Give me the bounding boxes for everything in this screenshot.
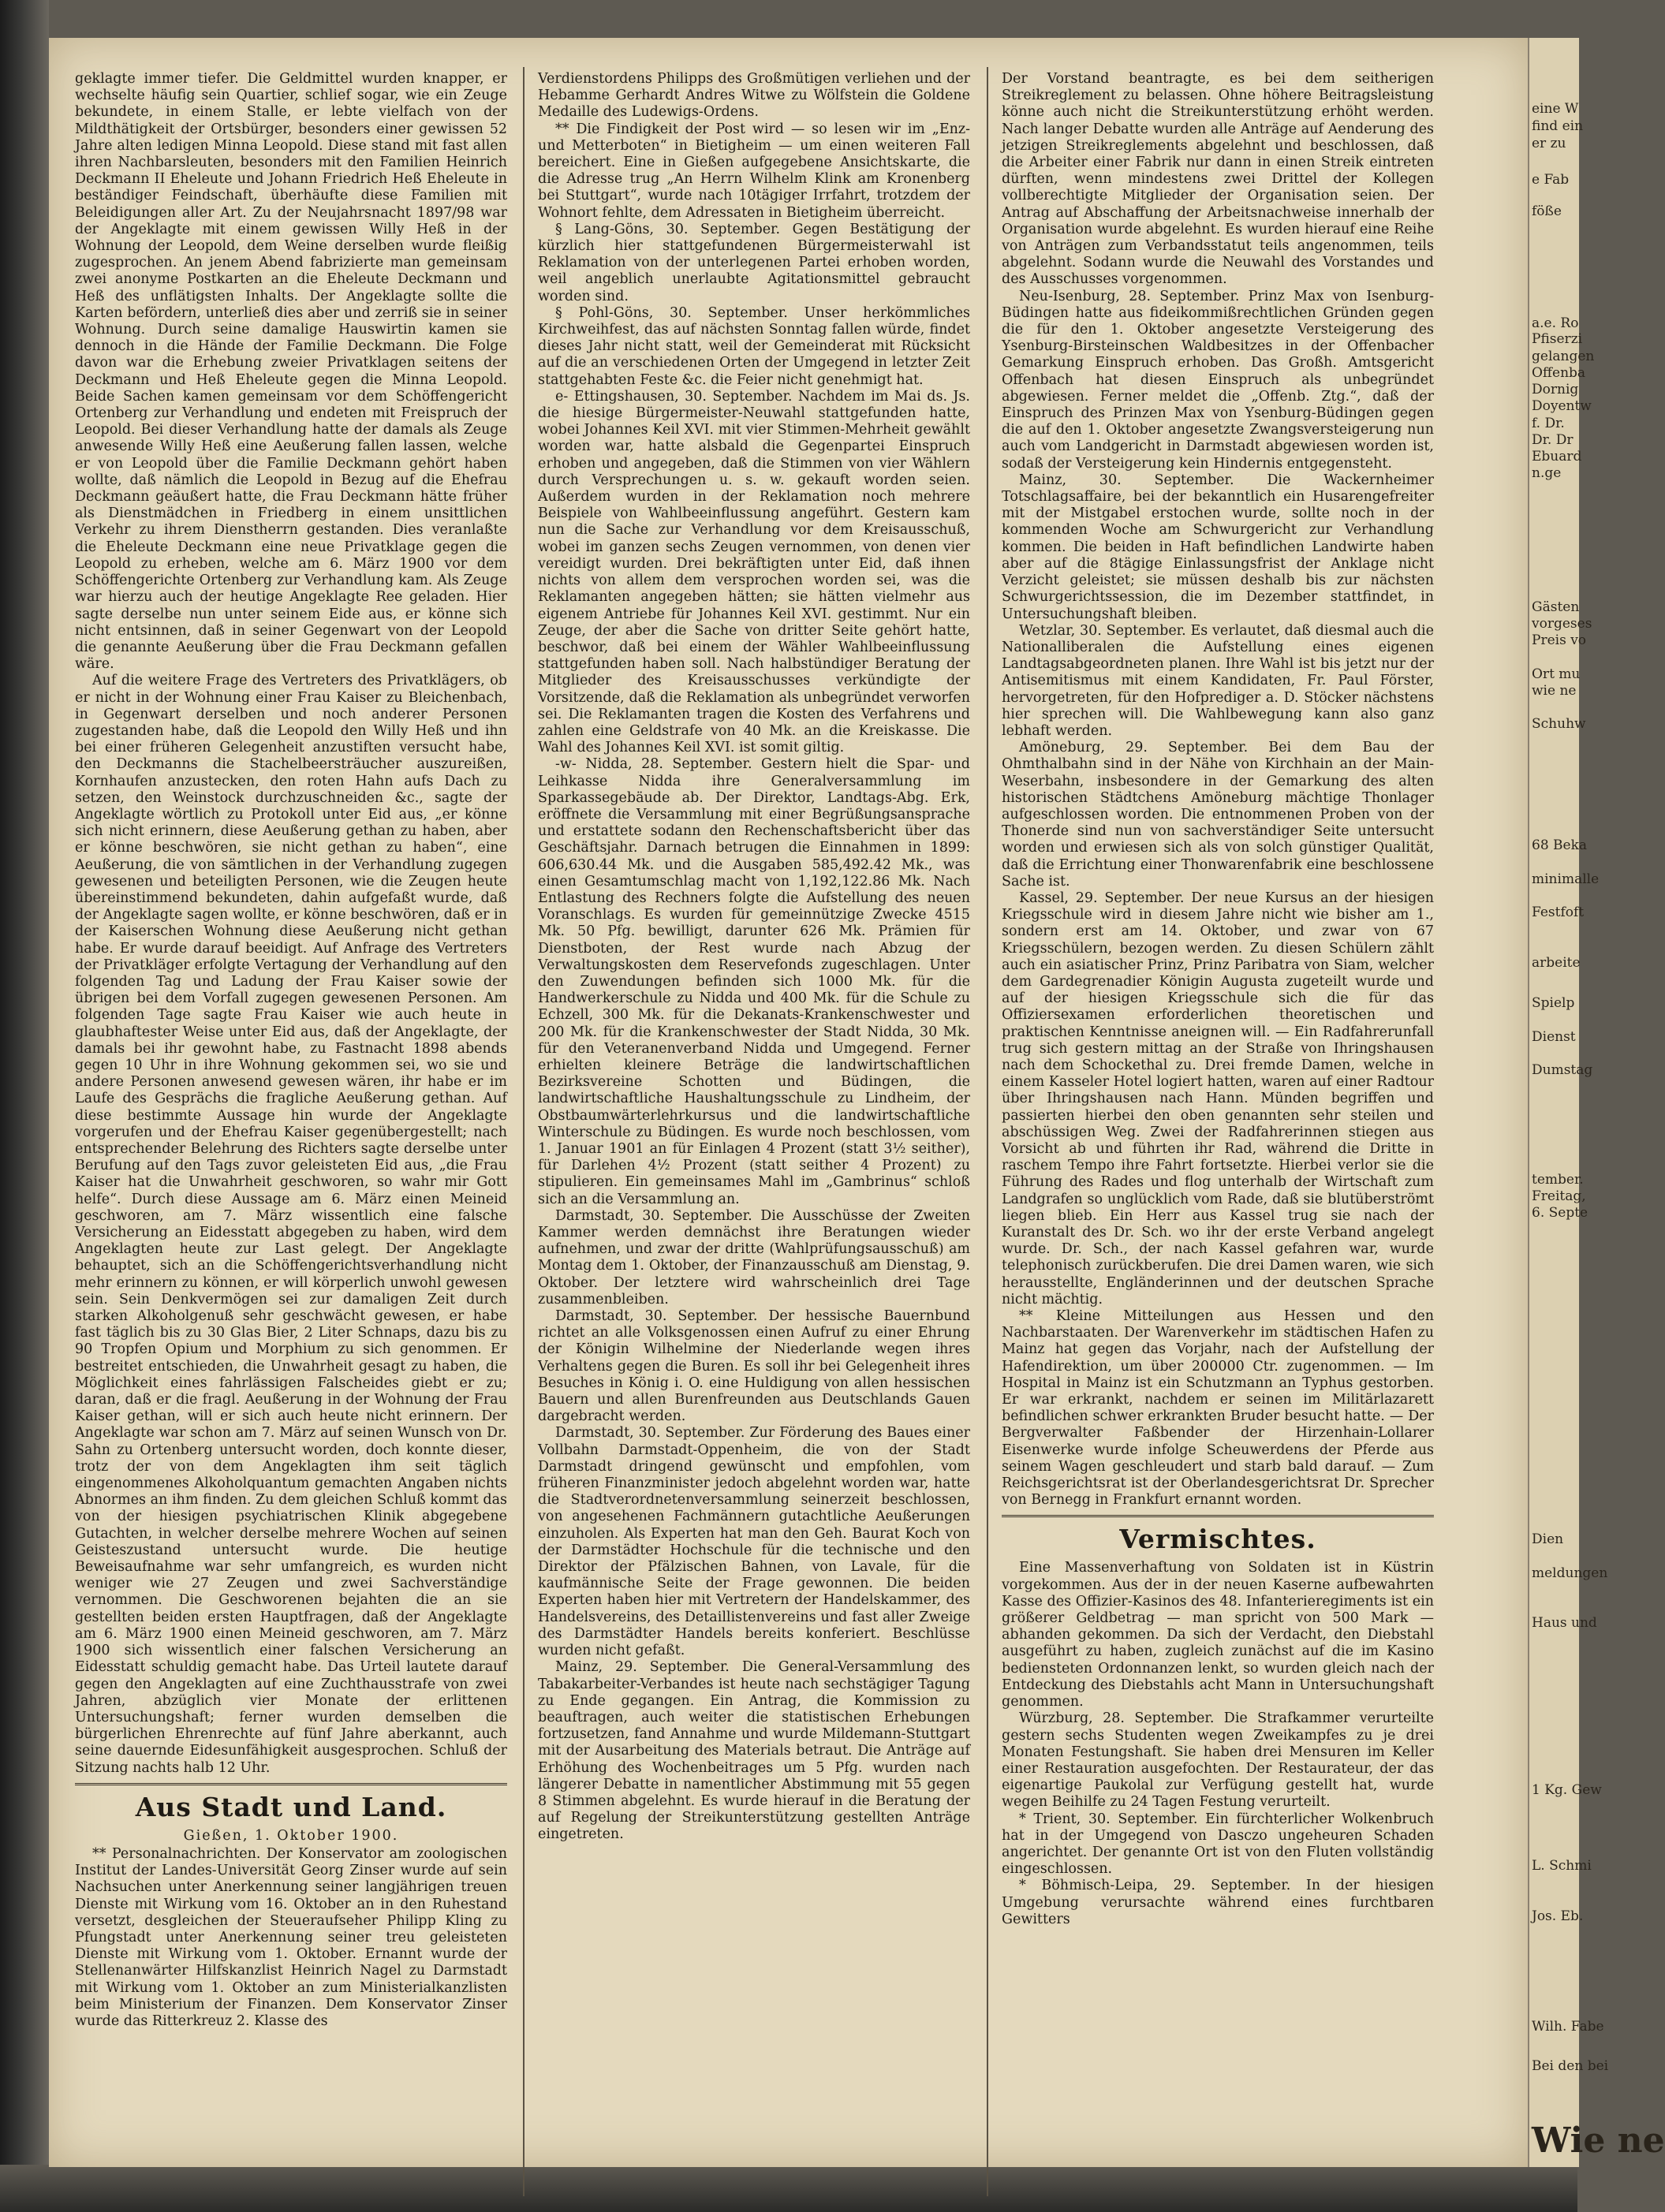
article-paragraph: Kassel, 29. September. Der neue Kursus an der hiesigen Kriegsschule wird in diesem Jahre nicht wie bisher am 1., sondern erst am 14. Oktober, und zwar von 67 Kriegsschülern, bezogen werden. Zu diesen Schülern zählt auch ein asiatischer Prinz, Prinz Paribatra von Siam, welcher dem Gardegrenadier Königin Augusta zugeteilt wurde und auf der hiesigen Kriegsschule sich die für das Offiziersexamen erforderlichen theoretischen und praktischen Kenntnisse aneignen will. — Ein Radfahrerunfall trug sich gestern mittag an der Straße von Ihringshausen nach dem Schockethal zu. Drei fremde Damen, welche in einem Kasseler Hotel logiert hatten, waren auf einer Radtour über Ihringshausen nach Hann. Münden begriffen und passierten hierbei den oben genannten sehr steilen und abschüssigen Weg. Zwei der Radfahrerinnen stiegen aus Vorsicht ab und führten ihr Rad, während die Dritte in raschem Tempo ihre Fahrt fortsetzte. Hierbei verlor sie die Führung des Rades und flog unterhalb der Wirtschaft zum Landgrafen so unglücklich vom Rade, daß sie blutüberströmt liegen blieb. Ein Herr aus Kassel trug sie nach der Kuranstalt des Dr. Sch. wo ihr der erste Verband angelegt wurde. Dr. Sch., der nach Kassel gefahren war, wurde telephonisch zurückberufen. Die drei Damen waren, wie sich herausstellte, Engländerinnen und der deutschen Sprache nicht mächtig.	[1002, 890, 1434, 1307]
adjacent-page-fragment: tember.	[1532, 1172, 1584, 1188]
article-paragraph: geklagte immer tiefer. Die Geldmittel wurden knapper, er wechselte häufig sein Quartier, schlief sogar, wie ein Zeuge bekundete, in einem Stalle, er lebte vielfach von der Mildthätigkeit der Ortsbürger, besonders einer gewissen 52 Jahre alten ledigen Minna Leopold. Diese stand mit fast allen ihren Nachbarsleuten, besonders mit den Familien Heinrich Deckmann II Eheleute und Johann Friedrich Heß Eheleute in beständiger Feindschaft, überhäufte diese Familien mit Beleidigungen aller Art. Zu der Neujahrsnacht 1897/98 war der Angeklagte mit einem gewissen Willy Heß in der Wohnung der Leopold, dem Weine derselben wurde fleißig zugesprochen. An jenem Abend fabrizierte man gemeinsam zwei anonyme Postkarten an die Eheleute Deckmann und Heß des unflätigsten Inhalts. Der Angeklagte sollte die Karten befördern, unterließ dies aber und zerriß sie in seiner Wohnung. Durch seine damalige Hauswirtin kamen sie dennoch in die Hände der Familie Deckmann. Die Folge davon war die Erhebung zweier Privatklagen seitens der Deckmann und Heß Eheleute gegen die Minna Leopold. Beide Sachen kamen gemeinsam vor dem Schöffengericht Ortenberg zur Verhandlung und endeten mit Freispruch der Leopold. Bei dieser Verhandlung hatte der damals als Zeuge anwesende Willy Heß eine Aeußerung fallen lassen, welche er von Leopold über die Familie Deckmann gehört haben wollte, daß nämlich die Leopold in Bezug auf die Ehefrau Deckmann geäußert hatte, die Frau Deckmann hätte früher als Dienstmädchen in Friedberg in einem unsittlichen Verkehr zu ihrem Dienstherrn gestanden. Dies veranlaßte die Eheleute Deckmann eine neue Privatklage gegen die Leopold zu erheben, welche am 6. März 1900 vor dem Schöffengerichte Ortenberg zur Verhandlung kam. Als Zeuge war hierzu auch der heutige Angeklagte Ree geladen. Hier sagte derselbe nun unter seinem Eide aus, er könne sich nicht entsinnen, daß in seiner Gegenwart von der Leopold die genannte Aeußerung über die Frau Deckmann gefallen wäre.	[75, 71, 507, 673]
article-paragraph: Verdienstordens Philipps des Großmütigen verliehen und der Hebamme Gerhardt Andres Witwe zu Wölfstein die Goldene Medaille des Ludewigs-Ordens.	[538, 71, 970, 121]
article-paragraph: Wetzlar, 30. September. Es verlautet, daß diesmal auch die Nationalliberalen die Aufstellung eines eigenen Landtagsabgeordneten planen. Ihre Wahl ist bis jetzt nur der Antisemitismus mit einem Kandidaten, Fr. Paul Förster, hervorgetreten, für den Hofprediger a. D. Stöcker nächstens hier sprechen will. Die Wahlbewegung kann also ganz lebhaft werden.	[1002, 622, 1434, 739]
article-paragraph: -w- Nidda, 28. September. Gestern hielt die Spar- und Leihkasse Nidda ihre Generalversammlung im Sparkassegebäude ab. Der Direktor, Landtags-Abg. Erk, eröffnete die Versammlung mit einer Begrüßungsansprache und erstattete sodann den Rechenschaftsbericht über das Geschäftsjahr. Darnach betrugen die Einnahmen in 1899: 606,630.44 Mk. und die Ausgaben 585,492.42 Mk., was einen Gesamtumschlag macht von 1,192,122.86 Mk. Nach Entlastung des Rechners folgte die Aufstellung des neuen Voranschlags. Es wurden für gemeinnützige Zwecke 4515 Mk. 50 Pfg. bewilligt, darunter 626 Mk. Prämien für Dienstboten, der Rest wurde nach Abzug der Verwaltungskosten dem Reservefonds zugeschlagen. Unter den Zuwendungen befinden sich 1000 Mk. für die Handwerkerschule zu Nidda und 400 Mk. für die Schule zu Echzell, 300 Mk. für die Dekanats-Krankenschwester und 200 Mk. für die Krankenschwester der Stadt Nidda, 30 Mk. für den Veteranenverband Nidda und Umgegend. Ferner erhielten kleinere Beträge die landwirtschaftlichen Bezirksvereine Schotten und Büdingen, die landwirtschaftliche Haushaltungsschule zu Lindheim, der Obstbaumwärterlehrkursus und die landwirtschaftliche Winterschule zu Büdingen. Es wurde noch beschlossen, vom 1. Januar 1901 an für Einlagen 4 Prozent (statt 3½ seither), für Darlehen 4½ Prozent (statt seither 4 Prozent) zu stipulieren. Ein gemeinsames Mahl im „Gambrinus“ schloß sich an die Versammlung an.	[538, 756, 970, 1207]
section-title-vermischtes: Vermischtes.	[1002, 1515, 1434, 1557]
article-paragraph: Auf die weitere Frage des Vertreters des Privatklägers, ob er nicht in der Wohnung einer Frau Kaiser zu Bleichenbach, in Gegenwart derselben und noch anderer Personen zugestanden habe, daß die Leopold den Willy Heß und ihn bei einer früheren Gelegenheit anzustiften versucht habe, den Deckmanns die Stachelbeersträucher auszureißen, Kornhaufen anzustecken, den roten Hahn aufs Dach zu setzen, den Weinstock durchzuschneiden &c., sagte der Angeklagte wörtlich zu Protokoll unter Eid aus, „er könne sich nicht erinnern, diese Aeußerung gethan zu haben, aber er könne beschwören, sie nicht gethan zu haben“, eine Aeußerung, die von sämtlichen in der Verhandlung zugegen gewesenen und beteiligten Personen, wie die Zeugen heute übereinstimmend bekundeten, dahin aufgefaßt wurde, daß der Angeklagte sagen wollte, er könne beschwören, daß er in der Kaiserschen Wohnung diese Aeußerung nicht gethan habe. Er wurde darauf beeidigt. Auf Anfrage des Vertreters der Privatkläger erfolgte Vertagung der Verhandlung auf den folgenden Tag und Ladung der Frau Kaiser sowie der übrigen bei dem Vorfall zugegen gewesenen Personen. Am folgenden Tage sagte Frau Kaiser wie auch heute in glaubhaftester Weise unter Eid aus, daß der Angeklagte, der damals bei ihr gewohnt habe, zu Fastnacht 1898 abends gegen 10 Uhr in ihre Wohnung gekommen sei, wo sie und andere Personen anwesend gewesen wären, ihr habe er im Laufe des Gesprächs die fragliche Aeußerung gethan. Auf diese bestimmte Aussage hin wurde der Angeklagte vorgerufen und der Ehefrau Kaiser gegenübergestellt; nach entsprechender Belehrung des Richters sagte derselbe unter Berufung auf den Tags zuvor geleisteten Eid aus, „die Frau Kaiser hat die Unwahrheit geschworen, so wahr mir Gott helfe“. Durch diese Aussage am 6. März einen Meineid geschworen, am 7. März wissentlich eine falsche Versicherung an Eidesstatt abgegeben zu haben, wird dem Angeklagten heute zur Last gelegt. Der Angeklagte behauptet, sich an die Schöffengerichtsverhandlung nicht mehr erinnern zu können, er will körperlich unwohl gewesen sein. Sein Denkvermögen sei zur damaligen Zeit durch starken Alkoholgenuß sehr geschwächt gewesen, er habe fast täglich bis zu 30 Glas Bier, 2 Liter Schnaps, dazu bis zu 90 Tropfen Opium und Morphium zu sich genommen. Er bestreitet entschieden, die Unwahrheit gesagt zu haben, die Möglichkeit eines fahrlässigen Falscheides giebt er zu; daran, daß er die fragl. Aeußerung in der Wohnung der Frau Kaiser gethan, will er sich auch heute nicht erinnern. Der Angeklagte war schon am 7. März auf seinen Wunsch von Dr. Sahn zu Ortenberg untersucht worden, doch konnte dieser, trotz der von dem Angeklagten ihm seit täglich eingenommenes Alkoholquantum gemachten Angaben nichts Abnormes an ihm finden. Zu dem gleichen Schluß kommt das von der hiesigen psychiatrischen Klinik abgegebene Gutachten, in welcher derselbe mehrere Wochen auf seinen Geisteszustand untersucht wurde. Die heutige Beweisaufnahme war sehr umfangreich, es wurden nicht weniger wie 27 Zeugen und zwei Sachverständige vernommen. Die Geschworenen bejahten die an sie gestellten beiden ersten Hauptfragen, daß der Angeklagte am 6. März 1900 einen Meineid geschworen, am 7. März 1900 sich wissentlich einer falschen Versicherung an Eidesstatt schuldig gemacht habe. Das Urteil lautete darauf gegen den Angeklagten auf eine Zuchthausstrafe von zwei Jahren, abzüglich vier Monate der erlittenen Untersuchungshaft; ferner wurden demselben die bürgerlichen Ehrenrechte auf fünf Jahre aberkannt, auch seine dauernde Eidesunfähigkeit ausgesprochen. Schluß der Sitzung nachts halb 12 Uhr.	[75, 673, 507, 1776]
article-paragraph: e- Ettingshausen, 30. September. Nachdem im Mai ds. Js. die hiesige Bürgermeister-Neuwahl stattgefunden hatte, wobei Johannes Keil XVI. mit vier Stimmen-Mehrheit gewählt worden war, hatte alsbald die Gegenpartei Einspruch erhoben und angegeben, daß die Stimmen von vier Wählern durch Versprechungen u. s. w. gekauft worden seien. Außerdem wurden in der Reklamation noch mehrere Beispiele von Wahlbeeinflussung angeführt. Gestern kam nun die Sache zur Verhandlung vor dem Kreisausschuß, wobei im ganzen sechs Zeugen vernommen, von denen vier vereidigt wurden. Drei bekräftigten unter Eid, daß ihnen nichts von allem dem versprochen worden sei, was die Reklamanten angegeben hätten; sie hätten vielmehr aus eigenem Antriebe für Johannes Keil XVI. gestimmt. Nur ein Zeuge, der aber die Sache von dritter Seite gehört hatte, beschwor, daß bei einem der Wähler Wahlbeeinflussung stattgefunden haben soll. Nach halbstündiger Beratung der Mitglieder des Kreisausschusses verkündigte der Vorsitzende, daß die Reklamation als unbegründet verworfen sei. Die Reklamanten tragen die Kosten des Verfahrens und zahlen eine Geldstrafe von 40 Mk. an die Kreiskasse. Die Wahl des Johannes Keil XVI. ist somit giltig.	[538, 388, 970, 756]
column-2	[538, 71, 970, 2188]
adjacent-page-fragment: Freitag,	[1532, 1188, 1586, 1204]
adjacent-page-fragment: Dien	[1532, 1531, 1564, 1547]
adjacent-page-fragment: er zu	[1532, 136, 1566, 151]
adjacent-page-fragment: Dr. Dr	[1532, 432, 1574, 448]
adjacent-page-fragment: L. Schmi	[1532, 1858, 1592, 1874]
adjacent-page-fragment: Gästen	[1532, 599, 1580, 615]
adjacent-page-fragment: Bei den bei	[1532, 2058, 1609, 2074]
adjacent-page-fragment: gelangen	[1532, 349, 1595, 364]
adjacent-page-fragment: eine W	[1532, 101, 1579, 117]
adjacent-page-headline-fragment: Wie ne	[1532, 2121, 1665, 2161]
article-paragraph: Amöneburg, 29. September. Bei dem Bau der Ohmthalbahn sind in der Nähe von Kirchhain an der Main-Weserbahn, insbesondere in der Gemarkung des alten historischen Städtchens Amöneburg mächtige Thonlager aufgeschlossen worden. Die entnommenen Proben von der Thonerde sind nun von sachverständiger Seite untersucht worden und erwiesen sich als von solch günstiger Qualität, daß die Errichtung einer Thonwarenfabrik eine beschlossene Sache ist.	[1002, 740, 1434, 890]
article-paragraph: Der Vorstand beantragte, es bei dem seitherigen Streikreglement zu belassen. Ohne höhere Beitragsleistung könne auch nicht die Streikunterstützung erhöht werden. Nach langer Debatte wurden alle Anträge auf Aenderung des jetzigen Streikreglements abgelehnt und beschlossen, daß die Arbeiter einer Fabrik nur dann in einen Streik eintreten dürften, wenn mindestens zwei Drittel der Kollegen vollberechtigte Mitglieder der Organisation seien. Der Antrag auf Abschaffung der Arbeitsnachweise innerhalb der Organisation wurde abgelehnt. Es wurden hierauf eine Reihe von Anträgen zum Verbandsstatut teils angenommen, teils abgelehnt. Sodann wurde die Neuwahl des Vorstandes und des Ausschusses vorgenommen.	[1002, 71, 1434, 288]
adjacent-page-fragment: a.e. Ro	[1532, 315, 1579, 331]
article-paragraph: Eine Massenverhaftung von Soldaten ist in Küstrin vorgekommen. Aus der in der neuen Kaserne aufbewahrten Kasse des Offizier-Kasinos des 48. Infanterieregiments ist ein größerer Geldbetrag — man spricht von 500 Mark — abhanden gekommen. Da sich der Verdacht, den Diebstahl ausgeführt zu haben, zugleich zunächst auf die im Kasino bediensteten Ordonnanzen lenkt, so wurden gleich nach der Entdeckung des Diebstahls acht Mann in Untersuchungshaft genommen.	[1002, 1560, 1434, 1710]
article-paragraph: Neu-Isenburg, 28. September. Prinz Max von Isenburg-Büdingen hatte aus fideikommißrechtlichen Gründen gegen die für den 1. Oktober angesetzte Versteigerung des Ysenburg-Birsteinschen Waldbesitzes in der Offenbacher Gemarkung Einspruch erhoben. Das Großh. Amtsgericht Offenbach hat diesen Einspruch als unbegründet abgewiesen. Ferner meldet die „Offenb. Ztg.“, daß der Einspruch des Prinzen Max von Ysenburg-Büdingen gegen die auf den 1. Oktober angesetzte Zwangsversteigerung nun auch vom Landgericht in Darmstadt abgewiesen worden ist, sodaß der Versteigerung kein Hindernis entgegensteht.	[1002, 288, 1434, 472]
article-paragraph: Würzburg, 28. September. Die Strafkammer verurteilte gestern sechs Studenten wegen Zweikampfes zu je drei Monaten Festungshaft. Sie haben drei Mensuren im Keller einer Restauration ausgefochten. Der Restaurateur, der das eigenartige Paukolal zur Verfügung gestellt hat, wurde wegen Beihilfe zu 24 Tagen Festung verurteilt.	[1002, 1710, 1434, 1811]
article-paragraph: § Lang-Göns, 30. September. Gegen Bestätigung der kürzlich hier stattgefundenen Bürgermeisterwahl ist Reklamation von der unterlegenen Partei erhoben worden, weil angeblich unerlaubte Agitationsmittel gebraucht worden sind.	[538, 221, 970, 304]
column-rule	[523, 67, 525, 2196]
adjacent-page-fragment: e Fab	[1532, 172, 1570, 188]
adjacent-page-fragment: wie ne	[1532, 683, 1577, 699]
adjacent-page-fragment: Dienst	[1532, 1029, 1576, 1045]
adjacent-page-fragment: föße	[1532, 203, 1562, 219]
adjacent-page-fragment: Festfoft	[1532, 905, 1585, 920]
adjacent-page-fragment: Ebuard	[1532, 449, 1582, 464]
adjacent-page-fragment: 1 Kg. Gew	[1532, 1782, 1602, 1798]
adjacent-page-fragment: 68 Beka	[1532, 837, 1588, 853]
adjacent-page-fragment: Preis vo	[1532, 632, 1587, 648]
adjacent-page-fragment: Spielp	[1532, 995, 1575, 1011]
article-paragraph: ** Personalnachrichten. Der Konservator am zoologischen Institut der Landes-Universität Georg Zinser wurde auf sein Nachsuchen unter Anerkennung seiner langjährigen treuen Dienste mit Wirkung vom 16. Oktober an in den Ruhestand versetzt, desgleichen der Steueraufseher Philipp Kling zu Pfungstadt unter Anerkennung seiner treu geleisteten Dienste mit Wirkung vom 1. Oktober. Ernannt wurde der Stellenanwärter Hilfskanzlist Heinrich Nagel zu Darmstadt mit Wirkung vom 1. Oktober an zum Ministerialkanzlisten beim Ministerium der Finanzen. Dem Konservator Zinser wurde das Ritterkreuz 2. Klasse des	[75, 1845, 507, 2029]
section-title-stadt-und-land: Aus Stadt und Land.	[75, 1783, 507, 1825]
adjacent-page-fragment: 6. Septe	[1532, 1205, 1588, 1221]
article-paragraph: Darmstadt, 30. September. Die Ausschüsse der Zweiten Kammer werden demnächst ihre Beratungen wieder aufnehmen, und zwar der dritte (Wahlprüfungsausschuß) am Montag dem 1. Oktober, der Finanzausschuß am Dienstag, 9. Oktober. Der letztere wird wahrscheinlich drei Tage zusammenbleiben.	[538, 1207, 970, 1307]
article-paragraph: Mainz, 29. September. Die General-Versammlung des Tabakarbeiter-Verbandes ist heute nach sechstägiger Tagung zu Ende gegangen. Ein Antrag, die Kommission zu beauftragen, auch weiter die statistischen Erhebungen fortzusetzen, fand Annahme und wurde Mildemann-Stuttgart mit der Ausarbeitung des Materials betraut. Die Anträge auf Erhöhung des Wochenbeitrages um 5 Pfg. wurden nach längerer Debatte in namentlicher Abstimmung mit 55 gegen 8 Stimmen abgelehnt. Es wurde hierauf in die Beratung der auf Regelung der Streikunterstützung gestellten Anträge eingetreten.	[538, 1659, 970, 1843]
column-3	[1002, 71, 1434, 2188]
article-paragraph: ** Kleine Mitteilungen aus Hessen und den Nachbarstaaten. Der Warenverkehr im städtischen Hafen zu Mainz hat gegen das Vorjahr, nach der Aufstellung der Hafendirektion, um über 200000 Ctr. zugenommen. — Im Hospital in Mainz ist ein Schutzmann an Typhus gestorben. Er war erkrankt, nachdem er seinen im Militärlazarett befindlichen schwer erkrankten Bruder besucht hatte. — Der Bergverwalter Faßbender der Hirzenhain-Lollarer Eisenwerke wurde infolge Scheuwerdens der Pferde aus seinem Wagen geschleudert und starb bald darauf. — Zum Reichsgerichtsrat ist der Oberlandesgerichtsrat Dr. Sprecher von Bernegg in Frankfurt ernannt worden.	[1002, 1308, 1434, 1509]
adjacent-page-fragment: Dornig	[1532, 382, 1579, 397]
adjacent-page-fragment: f. Dr.	[1532, 416, 1565, 431]
adjacent-page-fragment: meldungen	[1532, 1565, 1608, 1581]
adjacent-page-fragment: Haus und	[1532, 1615, 1597, 1631]
adjacent-page-fragment: n.ge	[1532, 465, 1562, 481]
adjacent-page-fragment: arbeite	[1532, 955, 1581, 971]
adjacent-page-fragment: Schuhw	[1532, 716, 1586, 732]
adjacent-page-fragment: find ein	[1532, 118, 1584, 134]
scanner-edge-left	[0, 0, 49, 2212]
adjacent-page-fragment: vorgeses	[1532, 616, 1592, 632]
column-1	[75, 71, 507, 2188]
article-paragraph: § Pohl-Göns, 30. September. Unser herkömmliches Kirchweihfest, das auf nächsten Sonntag fallen würde, findet dieses Jahr nicht statt, weil der Gemeinderat mit Rücksicht auf die an verschiedenen Orten der Umgegend in letzter Zeit stattgehabten Feste &c. die Feier nicht genehmigt hat.	[538, 304, 970, 388]
adjacent-page-fragment: minimalle	[1532, 871, 1600, 887]
adjacent-page-fragment: Wilh. Fabe	[1532, 2019, 1604, 2035]
article-paragraph: Darmstadt, 30. September. Der hessische Bauernbund richtet an alle Volksgenossen einen Aufruf zu einer Ehrung der Königin Wilhelmine der Niederlande wegen ihres Verhaltens gegen die Buren. Es soll ihr bei Gelegenheit ihres Besuches in König i. O. eine Huldigung von allen hessischen Bauern und allen Burenfreunden aus Deutschlands Gauen dargebracht werden.	[538, 1308, 970, 1425]
article-paragraph: Mainz, 30. September. Die Wackernheimer Totschlagsaffaire, bei der bekanntlich ein Husarengefreiter mit der Mistgabel erstochen wurde, sollte noch in der kommenden Woche am Schwurgericht zur Verhandlung kommen. Die beiden in Haft befindlichen Landwirte haben aber auf die 8tägige Einlassungsfrist der Anklage nicht Verzicht geleistet; sie müssen deshalb bis zur nächsten Schwurgerichtssession, die im Dezember stattfindet, in Untersuchungshaft bleiben.	[1002, 472, 1434, 622]
adjacent-page-fragment: Doyentw	[1532, 398, 1592, 414]
adjacent-page-fragment: Dumstag	[1532, 1062, 1593, 1078]
article-paragraph: * Böhmisch-Leipa, 29. September. In der hiesigen Umgebung verursachte während eines furchtbaren Gewitters	[1002, 1878, 1434, 1927]
adjacent-page-fragment: Jos. Eb.	[1532, 1908, 1584, 1924]
article-paragraph: Darmstadt, 30. September. Zur Förderung des Baues einer Vollbahn Darmstadt-Oppenheim, die von der Stadt Darmstadt dringend gewünscht und empfohlen, vom früheren Finanzminister jedoch abgelehnt worden war, hatte die Stadtverordnetenversammlung seinerzeit beschlossen, von angesehenen Fachmännern gutachtliche Aeußerungen einzuholen. Als Experten hat man den Geh. Baurat Koch von der Darmstädter Hochschule für die technische und den Direktor der Pfälzischen Bahnen, von Lavale, für die kaufmännische Seite der Frage gewonnen. Die beiden Experten haben hier mit Vertretern der Handelskammer, des Handelsvereins, des Detaillistenvereins und fast aller Zweige des Darmstädter Handels bereits konferiert. Beschlüsse wurden nicht gefaßt.	[538, 1425, 970, 1659]
adjacent-page-fragment: Pfiserzi	[1532, 331, 1583, 347]
adjacent-page-fragment: Ort mu	[1532, 666, 1581, 682]
article-paragraph: * Trient, 30. September. Ein fürchterlicher Wolkenbruch hat in der Umgegend von Dasczo ungeheuren Schaden angerichtet. Der genannte Ort ist von den Fluten vollständig eingeschlossen.	[1002, 1811, 1434, 1878]
column-rule	[987, 67, 988, 2196]
dateline: Gießen, 1. Oktober 1900.	[183, 1827, 399, 1844]
article-paragraph: ** Die Findigkeit der Post wird — so lesen wir im „Enz- und Metterboten“ in Bietigheim — um einen weiteren Fall bereichert. Eine in Gießen aufgegebene Ansichtskarte, die die Adresse trug „An Herrn Wilhelm Klink am Kronenberg bei Stuttgart“, wurde nach 10tägiger Irrfahrt, trotzdem der Wohnort fehlte, dem Adressaten in Bietigheim überreicht.	[538, 121, 970, 221]
adjacent-page-fragment: Offenba	[1532, 365, 1586, 381]
